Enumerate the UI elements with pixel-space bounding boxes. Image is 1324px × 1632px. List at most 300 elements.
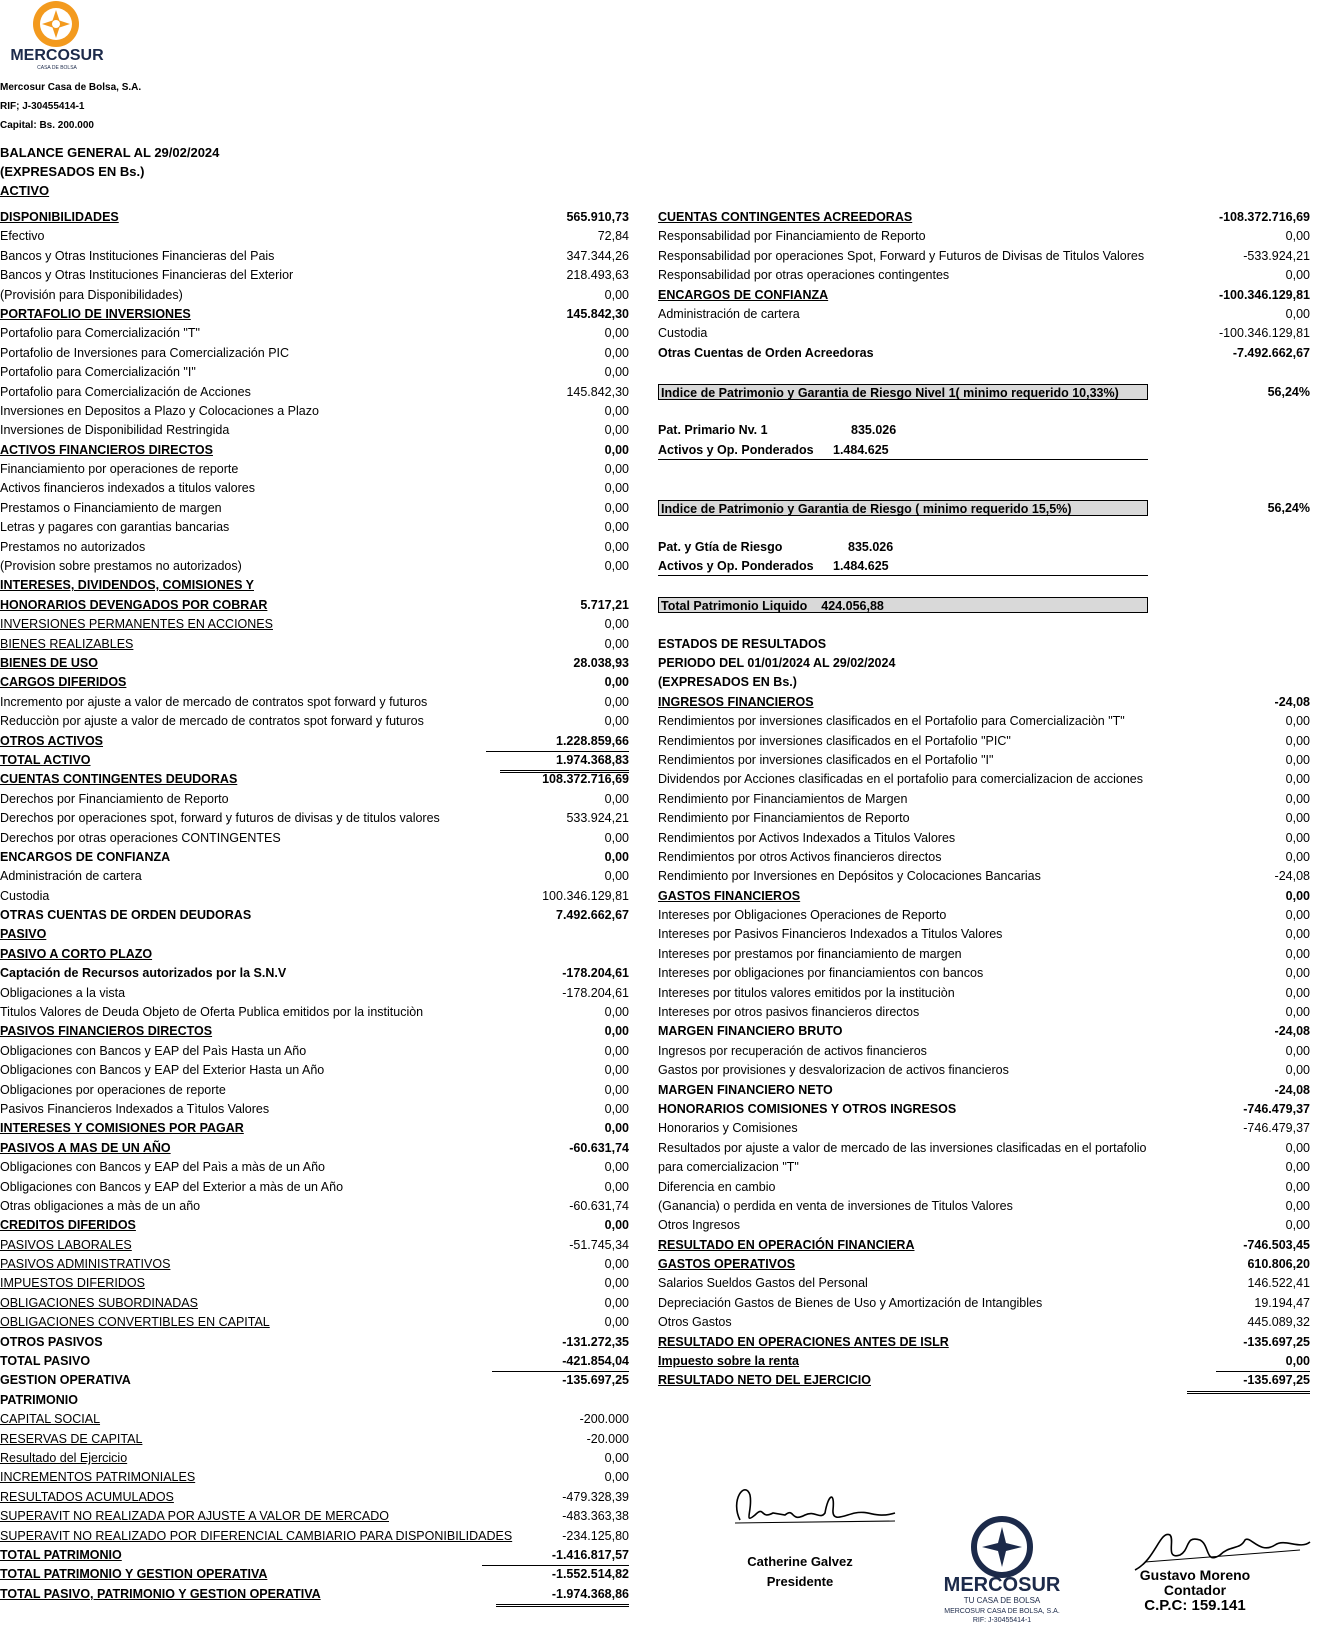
row-value: 0,00 [604, 403, 629, 418]
row-label: Responsabilidad por Financiamiento de Reporto [658, 229, 926, 244]
row-label: Intereses por Pasivos Financieros Indexados a Titulos Valores [658, 927, 1003, 942]
table-row [658, 984, 1310, 1003]
accountant-title: Contador [1163, 1582, 1227, 1598]
svg-text:MERCOSUR: MERCOSUR [943, 1574, 1061, 1596]
table-row [0, 984, 629, 1003]
row-value: 0,00 [1285, 830, 1310, 845]
row-value: 0,00 [1285, 1140, 1310, 1155]
table-row [0, 1061, 629, 1080]
row-label: Rendimientos por inversiones clasificados en el Portafolio "I" [658, 752, 994, 767]
row-label: Intereses por titulos valores emitidos por la instituciòn [658, 985, 955, 1000]
row-value: 0,00 [1285, 1160, 1310, 1175]
row-label: (Ganancia) o perdida en venta de inversiones de Titulos Valores [658, 1198, 1013, 1213]
highlight-box [658, 597, 1148, 613]
row-value: 56,24% [1267, 500, 1310, 515]
table-row [0, 635, 629, 654]
row-value: 0,00 [1285, 908, 1310, 923]
table-row [0, 693, 629, 712]
row-label: RESULTADO NETO DEL EJERCICIO [658, 1373, 871, 1388]
table-row [0, 712, 629, 731]
table-row [0, 247, 629, 266]
row-label: Custodia [658, 326, 708, 341]
row-label: Rendimiento por Financiamientos de Margen [658, 791, 908, 806]
table-row [658, 1022, 1310, 1041]
row-value: -533.924,21 [1243, 248, 1310, 263]
row-label: Intereses por Obligaciones Operaciones de Reporto [658, 908, 947, 923]
row-value: 0,00 [604, 442, 629, 457]
row-label: Diferencia en cambio [658, 1179, 776, 1194]
table-row [0, 441, 629, 460]
document-title: BALANCE GENERAL AL 29/02/2024 [0, 145, 220, 160]
table-row [0, 286, 629, 305]
star-icon [982, 1527, 1022, 1567]
row-label: OTROS PASIVOS [0, 1334, 103, 1349]
table-row [0, 1042, 629, 1061]
row-label: PASIVOS LABORALES [0, 1237, 132, 1252]
row-value: 0,00 [604, 520, 629, 535]
table-row [0, 1255, 629, 1274]
row-value: 0,00 [604, 1451, 629, 1465]
row-value: -135.697,25 [562, 1373, 629, 1388]
row-value: 0,00 [1285, 1218, 1310, 1233]
svg-text:MERCOSUR: MERCOSUR [10, 47, 104, 64]
table-row [0, 790, 629, 809]
row-label: Prestamos no autorizados [0, 539, 146, 554]
row-label: GASTOS FINANCIEROS [658, 888, 801, 903]
table-row [0, 576, 629, 595]
row-value-inline: 835.026 [848, 539, 894, 554]
highlight-box [658, 384, 1148, 400]
table-row [658, 1042, 1310, 1061]
row-value: 0,00 [604, 1179, 629, 1194]
row-value: 0,00 [604, 1024, 629, 1039]
row-label: Otras obligaciones a màs de un año [0, 1198, 201, 1213]
row-value: 7.492.662,67 [556, 908, 629, 923]
table-row [658, 596, 1310, 615]
table-row [658, 1216, 1310, 1235]
table-row [658, 1158, 1310, 1177]
row-value: 0,00 [604, 1218, 629, 1233]
row-value: -746.479,37 [1243, 1101, 1310, 1116]
row-value: 0,00 [1285, 752, 1310, 767]
table-row [658, 732, 1310, 751]
table-row [658, 654, 1310, 673]
table-row [658, 925, 1310, 944]
table-row [0, 1022, 629, 1041]
table-row [0, 1197, 629, 1216]
row-label: Reducciòn por ajuste a valor de mercado de contratos spot forward y futuros [0, 714, 424, 729]
row-label: Pat. Primario Nv. 1 [658, 423, 768, 438]
row-label: OBLIGACIONES CONVERTIBLES EN CAPITAL [0, 1315, 270, 1330]
accountant-name: Gustavo Moreno [1139, 1567, 1251, 1583]
table-row [658, 266, 1310, 285]
table-row [0, 770, 629, 789]
row-value: -24,08 [1274, 869, 1310, 884]
row-value: 0,00 [604, 559, 629, 574]
row-value: 0,00 [604, 1160, 629, 1175]
table-row [0, 1430, 629, 1449]
row-value: -746.503,45 [1243, 1237, 1310, 1252]
table-row [658, 964, 1310, 983]
row-label: Activos y Op. Ponderados [658, 559, 814, 574]
row-value: -100.346.129,81 [1218, 326, 1310, 341]
table-row [658, 208, 1310, 227]
president-block [735, 1552, 865, 1592]
table-row [658, 1003, 1310, 1022]
table-row [0, 402, 629, 421]
table-row [658, 848, 1310, 867]
row-value: -178.204,61 [562, 966, 629, 981]
table-row-spacer [658, 576, 1310, 595]
table-row [658, 809, 1310, 828]
row-value: 0,00 [604, 1063, 629, 1078]
table-row [0, 1585, 629, 1604]
row-value: 0,00 [1285, 714, 1310, 729]
row-value: -51.745,34 [569, 1237, 629, 1252]
table-row-spacer [658, 518, 1310, 537]
row-value: 145.842,30 [566, 306, 629, 321]
row-label: OBLIGACIONES SUBORDINADAS [0, 1295, 198, 1310]
table-row [0, 1158, 629, 1177]
table-row [0, 1333, 629, 1352]
row-label: Activos y Op. Ponderados [658, 442, 814, 457]
row-label: Dividendos por Acciones clasificadas en el portafolio para comercializacion de acciones [658, 772, 1143, 787]
table-row [658, 887, 1310, 906]
table-row [0, 518, 629, 537]
row-value-inline: 1.484.625 [833, 559, 889, 574]
row-label: GASTOS OPERATIVOS [658, 1257, 796, 1272]
row-label: Obligaciones con Bancos y EAP del Paìs a màs de un Año [0, 1160, 325, 1175]
table-row [0, 1119, 629, 1138]
row-label: Administración de cartera [0, 869, 142, 884]
row-value: 0,00 [604, 462, 629, 477]
row-value: -131.272,35 [562, 1334, 629, 1349]
row-label: Gastos por provisiones y desvalorizacion de activos financieros [658, 1063, 1009, 1078]
table-row [0, 964, 629, 983]
table-row [0, 1274, 629, 1293]
row-value: 0,00 [604, 1082, 629, 1097]
company-stamp [925, 1515, 1080, 1630]
row-label: Responsabilidad por operaciones Spot, Forward y Futuros de Divisas de Titulos Valores [658, 248, 1145, 263]
table-row [658, 1236, 1310, 1255]
row-label: ENCARGOS DE CONFIANZA [658, 287, 829, 302]
row-label: OTROS ACTIVOS [0, 733, 104, 748]
row-label: Rendimiento por Inversiones en Depósitos y Colocaciones Bancarias [658, 869, 1041, 884]
table-row [0, 732, 629, 751]
table-row [658, 1294, 1310, 1313]
row-value: 100.346.129,81 [542, 888, 629, 903]
row-label: (Provisión para Disponibilidades) [0, 287, 183, 302]
table-row [658, 286, 1310, 305]
table-row [658, 635, 1310, 654]
row-label: ESTADOS DE RESULTADOS [658, 636, 827, 651]
row-label: TOTAL PATRIMONIO [0, 1547, 122, 1562]
row-value: -20.000 [586, 1431, 629, 1446]
row-label: PERIODO DEL 01/01/2024 AL 29/02/2024 [658, 655, 896, 670]
row-value: 0,00 [604, 1315, 629, 1330]
row-label: Salarios Sueldos Gastos del Personal [658, 1276, 868, 1291]
table-row [0, 1488, 629, 1507]
table-row [658, 770, 1310, 789]
row-label: INCREMENTOS PATRIMONIALES [0, 1470, 196, 1485]
company-name: Mercosur Casa de Bolsa, S.A. [0, 82, 142, 93]
table-row [658, 712, 1310, 731]
table-row [0, 751, 629, 770]
row-value: 0,00 [1285, 1043, 1310, 1058]
row-label: Captación de Recursos autorizados por la S.N.V [0, 966, 287, 981]
row-value: 0,00 [1285, 927, 1310, 942]
row-value: 0,00 [604, 636, 629, 651]
table-row [658, 421, 1310, 440]
table-row [0, 829, 629, 848]
table-row [0, 1527, 629, 1546]
row-label: (Provision sobre prestamos no autorizados) [0, 559, 242, 574]
table-row [0, 538, 629, 557]
row-value: 533.924,21 [566, 811, 629, 826]
row-value: 0,00 [604, 1121, 629, 1136]
row-label: CARGOS DIFERIDOS [0, 675, 127, 690]
table-row [0, 1294, 629, 1313]
svg-text:RIF: J-30455414-1: RIF: J-30455414-1 [972, 1617, 1032, 1624]
table-row [658, 906, 1310, 925]
row-value: -60.631,74 [569, 1198, 629, 1213]
row-value: 0,00 [604, 849, 629, 864]
row-label: Portafolio para Comercialización de Acciones [0, 384, 251, 399]
row-label: Rendimientos por inversiones clasificados en el Portafolio para Comercializaciòn "T" [658, 714, 1125, 729]
table-row [0, 363, 629, 382]
table-row [0, 305, 629, 324]
row-label: Inversiones en Depositos a Plazo y Colocaciones a Plazo [0, 403, 319, 418]
row-value: 0,00 [1285, 985, 1310, 1000]
table-row [658, 1061, 1310, 1080]
row-value: 0,00 [604, 830, 629, 845]
row-label: ENCARGOS DE CONFIANZA [0, 849, 171, 864]
company-capital: Capital: Bs. 200.000 [0, 120, 94, 131]
row-label: Financiamiento por operaciones de reporte [0, 462, 239, 477]
table-row [658, 1313, 1310, 1332]
table-row [0, 867, 629, 886]
row-label: TOTAL PASIVO [0, 1354, 91, 1369]
table-row [0, 1236, 629, 1255]
row-value: -1.416.817,57 [482, 1546, 629, 1566]
table-row-spacer [658, 402, 1310, 421]
table-row [658, 751, 1310, 770]
table-row [0, 848, 629, 867]
table-row [0, 324, 629, 343]
row-label: Titulos Valores de Deuda Objeto de Oferta Publica emitidos por la instituciòn [0, 1005, 424, 1020]
table-row [0, 1178, 629, 1197]
row-value: 218.493,63 [566, 268, 629, 283]
table-row [658, 1352, 1310, 1371]
row-value: 1.974.368,83 [500, 751, 629, 773]
row-value: -421.854,04 [492, 1352, 629, 1372]
table-row [0, 596, 629, 615]
table-row [658, 867, 1310, 886]
row-value: -60.631,74 [569, 1140, 629, 1155]
company-rif: RIF; J-30455414-1 [0, 101, 85, 112]
row-label: PASIVO [0, 927, 47, 942]
row-value: -135.697,25 [1243, 1334, 1310, 1349]
row-label: Derechos por Financiamiento de Reporto [0, 791, 229, 806]
table-row [0, 227, 629, 246]
row-label: Ingresos por recuperación de activos financieros [658, 1043, 927, 1058]
row-value: 0,00 [604, 1043, 629, 1058]
row-label: Bancos y Otras Instituciones Financieras del Pais [0, 248, 275, 263]
row-label: Bancos y Otras Instituciones Financieras del Exterior [0, 268, 294, 283]
row-value: -479.328,39 [562, 1489, 629, 1504]
row-label: TOTAL PATRIMONIO Y GESTION OPERATIVA [0, 1567, 268, 1582]
row-label: DISPONIBILIDADES [0, 210, 119, 224]
row-value: 0,00 [604, 694, 629, 709]
table-row [0, 1449, 629, 1468]
row-value: 0,00 [604, 675, 629, 690]
row-value-inline: 424.056,88 [821, 598, 884, 613]
table-row [0, 1216, 629, 1235]
row-label: Obligaciones a la vista [0, 985, 126, 1000]
table-row [0, 1100, 629, 1119]
table-row [658, 305, 1310, 324]
table-row [0, 266, 629, 285]
table-row [0, 1139, 629, 1158]
row-value: -1.974.368,86 [496, 1585, 629, 1607]
row-label: Intereses por prestamos por financiamiento de margen [658, 946, 962, 961]
row-value: 565.910,73 [566, 210, 629, 224]
table-row [658, 1100, 1310, 1119]
table-row [658, 945, 1310, 964]
table-row [0, 479, 629, 498]
row-value: -24,08 [1274, 694, 1310, 709]
table-row [658, 1333, 1310, 1352]
row-value: 0,00 [604, 481, 629, 496]
row-value: 0,00 [1216, 1352, 1310, 1372]
row-label: PORTAFOLIO DE INVERSIONES [0, 306, 191, 321]
table-row [0, 1352, 629, 1371]
table-row [0, 809, 629, 828]
row-label: Derechos por operaciones spot, forward y futuros de divisas y de titulos valores [0, 811, 440, 826]
row-value: 0,00 [604, 1257, 629, 1272]
row-label: PASIVOS FINANCIEROS DIRECTOS [0, 1024, 213, 1039]
row-value: -108.372.716,69 [1218, 210, 1310, 224]
row-label: Pat. y Gtía de Riesgo [658, 539, 783, 554]
row-value: 0,00 [604, 714, 629, 729]
row-label: Otras Cuentas de Orden Acreedoras [658, 345, 874, 360]
row-label: BIENES REALIZABLES [0, 636, 134, 651]
row-value: 0,00 [604, 423, 629, 438]
table-row [658, 344, 1310, 363]
document-subtitle: (EXPRESADOS EN Bs.) [0, 164, 145, 179]
table-row [658, 693, 1310, 712]
row-label: SUPERAVIT NO REALIZADO POR DIFERENCIAL CAMBIARIO PARA DISPONIBILIDADES [0, 1528, 513, 1543]
row-label: para comercializacion "T" [658, 1160, 799, 1175]
row-label: Administración de cartera [658, 306, 800, 321]
row-label: Portafolio para Comercialización "T" [0, 326, 200, 341]
row-label: Intereses por otros pasivos financieros directos [658, 1005, 920, 1020]
president-signature [725, 1475, 905, 1535]
row-label: Obligaciones con Bancos y EAP del Paìs Hasta un Año [0, 1043, 307, 1058]
table-row [658, 790, 1310, 809]
row-label: Honorarios y Comisiones [658, 1121, 798, 1136]
row-label: PASIVOS ADMINISTRATIVOS [0, 1257, 171, 1272]
table-row [0, 925, 629, 944]
row-label: HONORARIOS COMISIONES Y OTROS INGRESOS [658, 1101, 957, 1116]
table-row [0, 1546, 629, 1565]
row-value: 0,00 [604, 345, 629, 360]
row-value: -746.479,37 [1243, 1121, 1310, 1136]
row-label: BIENES DE USO [0, 655, 98, 670]
table-row [0, 499, 629, 518]
table-row [0, 383, 629, 402]
table-row-spacer [658, 479, 1310, 498]
row-value: 0,00 [1285, 1198, 1310, 1213]
row-label: Impuesto sobre la renta [658, 1354, 800, 1369]
row-label: Obligaciones por operaciones de reporte [0, 1082, 226, 1097]
row-label: Rendimientos por inversiones clasificados en el Portafolio "PIC" [658, 733, 1011, 748]
row-value: -178.204,61 [562, 985, 629, 1000]
table-row [0, 673, 629, 692]
table-row [0, 1313, 629, 1332]
row-label: PASIVOS A MAS DE UN AÑO [0, 1140, 171, 1155]
row-value: 0,00 [604, 791, 629, 806]
results-column [658, 208, 1310, 1391]
row-label: Indice de Patrimonio y Garantia de Riesgo ( minimo requerido 15,5%) [661, 501, 1072, 516]
row-label: Total Patrimonio Liquido [661, 598, 808, 613]
row-label: HONORARIOS DEVENGADOS POR COBRAR [0, 597, 268, 612]
row-label: Depreciación Gastos de Bienes de Uso y Amortización de Intangibles [658, 1295, 1043, 1310]
table-row [0, 208, 629, 227]
row-label: Rendimiento por Financiamientos de Reporto [658, 811, 910, 826]
row-label: SUPERAVIT NO REALIZADA POR AJUSTE A VALOR DE MERCADO [0, 1509, 389, 1524]
table-row [0, 945, 629, 964]
row-label: CUENTAS CONTINGENTES DEUDORAS [0, 772, 238, 787]
row-value: -234.125,80 [562, 1528, 629, 1543]
row-label: Portafolio de Inversiones para Comercialización PIC [0, 345, 290, 360]
row-label: Intereses por obligaciones por financiamientos con bancos [658, 966, 984, 981]
row-value: 0,00 [1285, 888, 1310, 903]
row-value: 0,00 [604, 365, 629, 380]
row-label: Responsabilidad por otras operaciones contingentes [658, 268, 950, 283]
row-label: MARGEN FINANCIERO BRUTO [658, 1024, 843, 1039]
table-row [658, 1371, 1310, 1390]
table-row [658, 227, 1310, 246]
accountant-cpc: C.P.C: 159.141 [1144, 1597, 1246, 1614]
row-value-inline: 835.026 [851, 423, 897, 438]
row-value: 0,00 [1285, 1063, 1310, 1078]
table-row-spacer [658, 363, 1310, 382]
table-row [658, 1197, 1310, 1216]
row-label: Otros Gastos [658, 1315, 732, 1330]
row-label: Derechos por otras operaciones CONTINGENTES [0, 830, 281, 845]
row-label: GESTION OPERATIVA [0, 1373, 131, 1388]
row-value: -200.000 [579, 1412, 629, 1427]
row-value: 0,00 [1285, 268, 1310, 283]
row-label: Letras y pagares con garantias bancarias [0, 520, 230, 535]
row-label: INTERESES, DIVIDENDOS, COMISIONES Y [0, 578, 254, 593]
table-row-spacer [658, 460, 1310, 479]
row-label: Prestamos o Financiamiento de margen [0, 500, 222, 515]
row-value: 5.717,21 [580, 597, 629, 612]
table-row [0, 887, 629, 906]
row-value: 145.842,30 [566, 384, 629, 399]
table-row [658, 441, 1310, 460]
row-value: 0,00 [604, 500, 629, 515]
row-label: PASIVO A CORTO PLAZO [0, 946, 153, 961]
table-row [0, 1507, 629, 1526]
row-label: CUENTAS CONTINGENTES ACREEDORAS [658, 210, 913, 224]
row-value: -483.363,38 [562, 1509, 629, 1524]
row-label: IMPUESTOS DIFERIDOS [0, 1276, 145, 1291]
row-value: 1.228.859,66 [486, 732, 629, 752]
row-value: 445.089,32 [1247, 1315, 1310, 1330]
